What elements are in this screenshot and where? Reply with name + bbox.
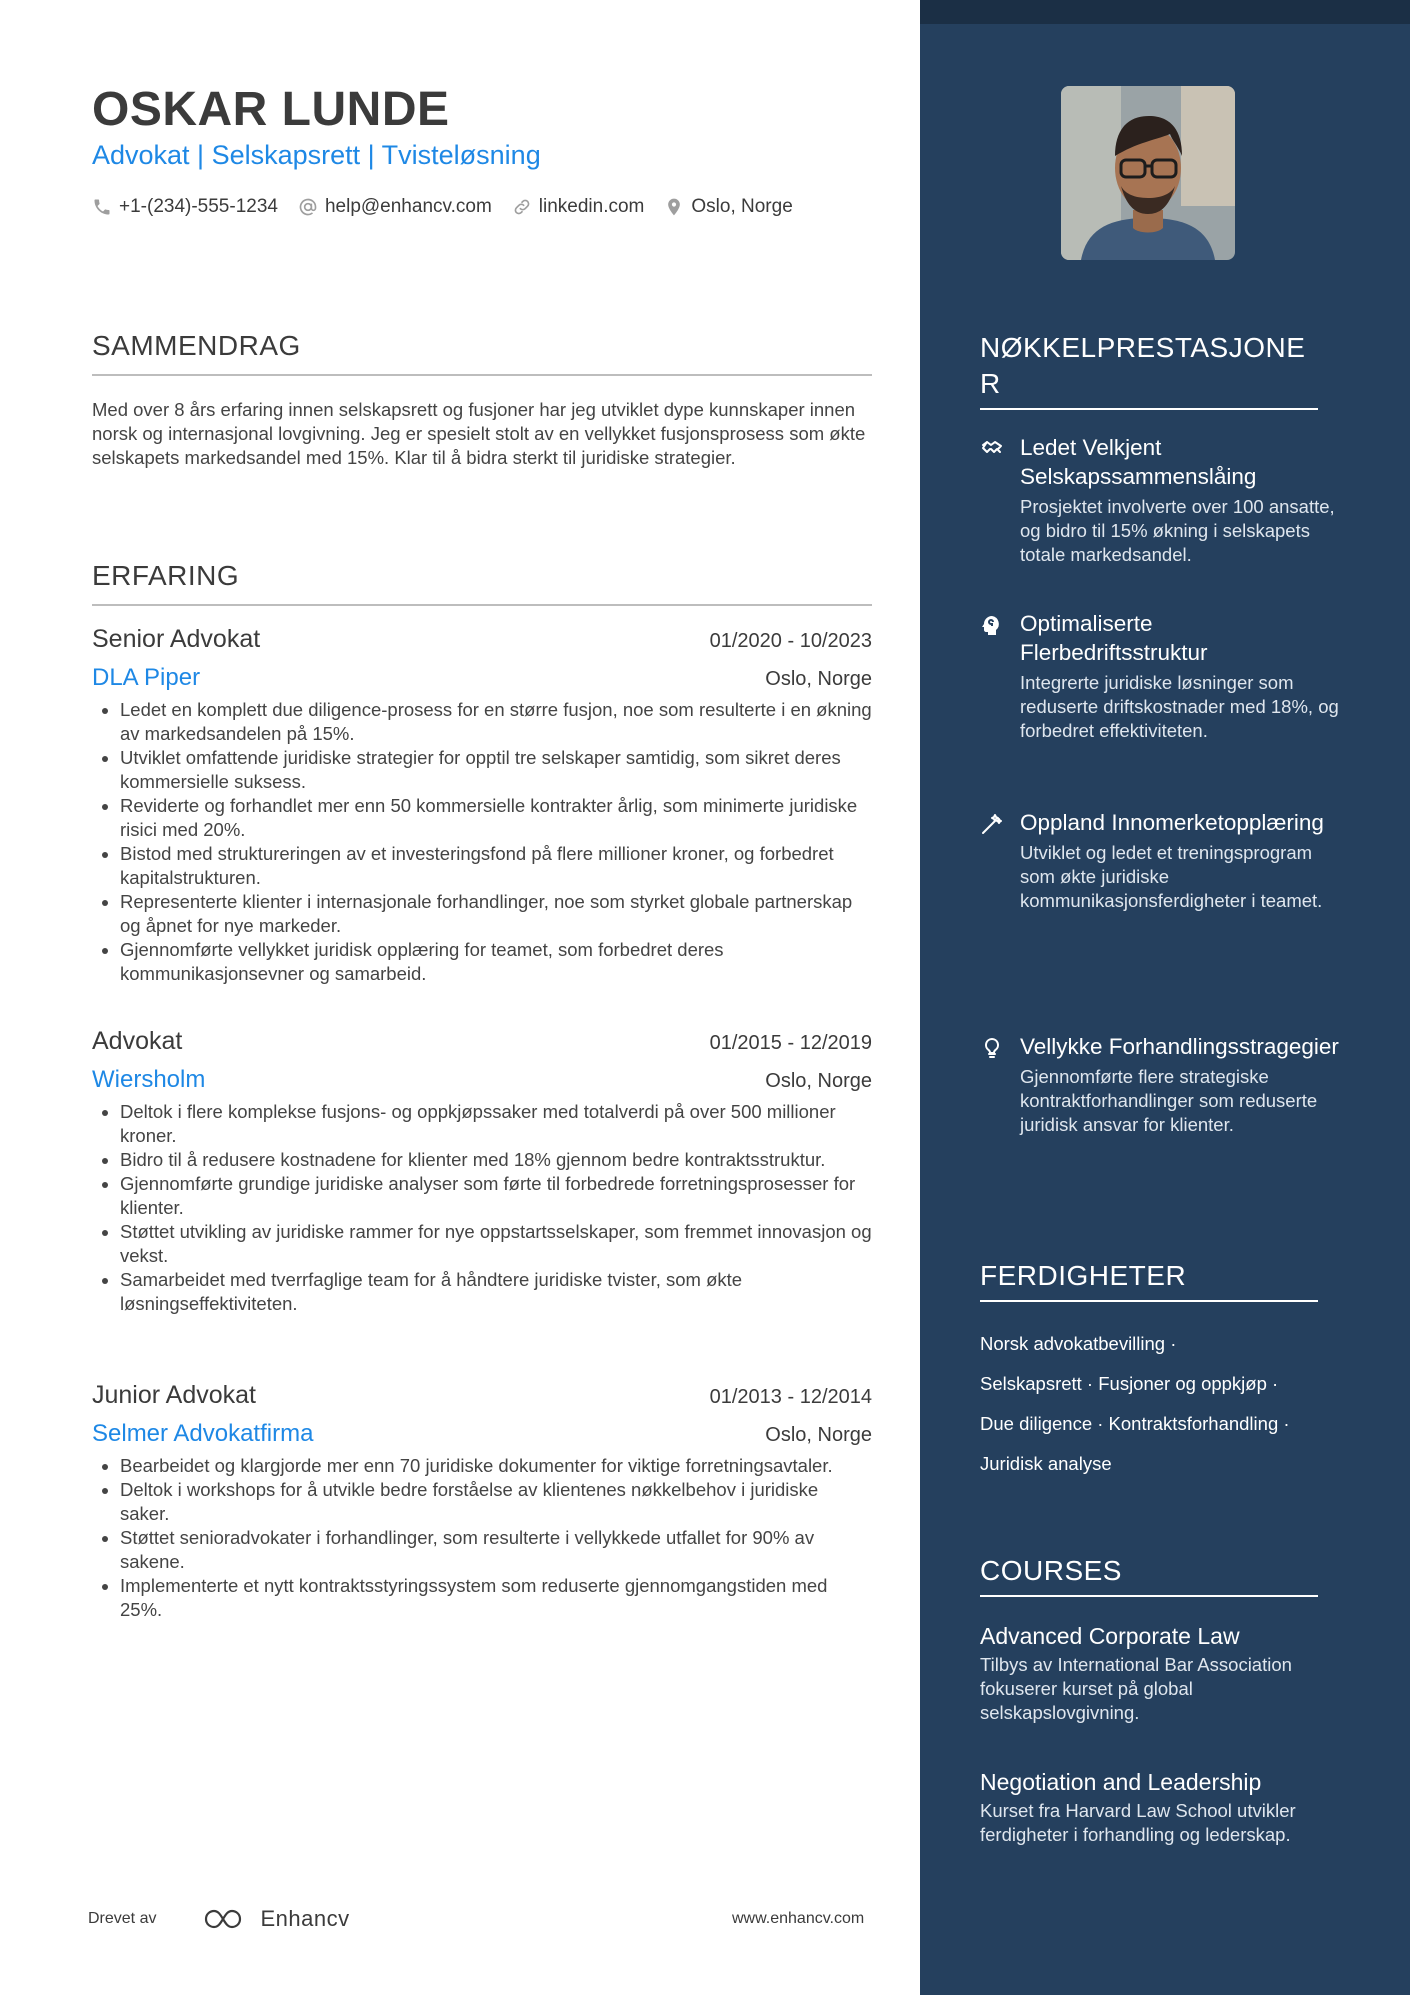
achievement-item xyxy=(980,609,1340,743)
contact-linkedin-text: linkedin.com xyxy=(538,196,645,217)
job-entry xyxy=(92,625,872,986)
skills-list xyxy=(980,1324,1340,1484)
job-bullet: • Implementerte et nytt kontraktsstyringssystem som reduserte gjennomgangstiden med 25%. xyxy=(120,1574,872,1622)
job-bullet: • Utviklet omfattende juridiske strategier for opptil tre selskaper samtidig, som sikret deres kommersielle suksess. xyxy=(120,746,872,794)
course-title: Advanced Corporate Law xyxy=(980,1623,1240,1649)
job-bullet: • Gjennomførte grundige juridiske analyser som førte til forbedrede forretningsprosesser for klienter. xyxy=(120,1172,872,1220)
job-dates: 01/2013 - 12/2014 xyxy=(709,1386,872,1408)
achievement-title: Optimaliserte Flerbedriftsstruktur xyxy=(1020,611,1208,665)
job-bullet: • Bistod med struktureringen av et investeringsfond på flere millioner kroner, og forbedret kapitalstrukturen. xyxy=(120,842,872,890)
contact-location-text: Oslo, Norge xyxy=(691,196,793,217)
contact-linkedin[interactable] xyxy=(512,196,645,218)
job-company: DLA Piper xyxy=(92,664,201,691)
job-bullet: • Samarbeidet med tverrfaglige team for å håndtere juridiske tvister, som økte løsningseffektiviteten. xyxy=(120,1268,872,1316)
course-item xyxy=(980,1621,1330,1725)
magic-wand-icon xyxy=(980,812,1004,836)
achievement-title: Oppland Innomerketopplæring xyxy=(1020,810,1324,835)
summary-heading: SAMMENDRAG xyxy=(92,330,872,376)
contact-location xyxy=(664,196,792,218)
job-company: Wiersholm xyxy=(92,1066,206,1093)
skill-line: Due diligence · Kontraktsforhandling · xyxy=(980,1413,1290,1434)
contact-bar xyxy=(92,196,793,218)
job-location: Oslo, Norge xyxy=(765,1424,872,1446)
handshake-icon xyxy=(980,437,1004,461)
achievement-desc: Integrerte juridiske løsninger som reduserte driftskostnader med 18%, og forbedret effektiviteten. xyxy=(1020,672,1339,741)
courses-heading: COURSES xyxy=(980,1553,1318,1597)
job-title: Senior Advokat xyxy=(92,625,261,653)
profile-photo xyxy=(1061,86,1235,260)
job-title: Junior Advokat xyxy=(92,1381,256,1409)
job-entry xyxy=(92,1381,872,1622)
candidate-name: OSKAR LUNDE xyxy=(92,83,450,136)
course-desc: Tilbys av International Bar Association fokuserer kurset på global selskapslovgivning. xyxy=(980,1654,1292,1723)
job-bullet: • Bidro til å redusere kostnadene for klienter med 18% gjennom bedre kontraktsstruktur. xyxy=(120,1148,872,1172)
course-item xyxy=(980,1767,1330,1847)
job-title: Advokat xyxy=(92,1027,183,1055)
at-icon xyxy=(298,197,318,217)
sidebar-top-bar xyxy=(920,0,1410,24)
contact-phone-text: +1-(234)-555-1234 xyxy=(119,196,278,217)
achievement-desc: Prosjektet involverte over 100 ansatte, og bidro til 15% økning i selskapets totale markedsandel. xyxy=(1020,496,1335,565)
job-entry xyxy=(92,1027,872,1316)
job-bullet: • Støttet utvikling av juridiske rammer for nye oppstartsselskaper, som fremmet innovasjon og vekst. xyxy=(120,1220,872,1268)
achievement-item xyxy=(980,808,1340,913)
link-icon xyxy=(512,197,532,217)
job-bullet: • Gjennomførte vellykket juridisk opplæring for teamet, som forbedret deres kommunikasjonsevner og samarbeid. xyxy=(120,938,872,986)
head-idea-icon xyxy=(980,613,1004,637)
job-bullet: • Representerte klienter i internasjonale forhandlinger, noe som styrket globale partnerskap og åpnet for nye markeder. xyxy=(120,890,872,938)
job-location: Oslo, Norge xyxy=(765,1070,872,1092)
achievement-item xyxy=(980,433,1340,567)
achievements-heading: NØKKELPRESTASJONER xyxy=(980,330,1318,410)
headline: Advokat | Selskapsrett | Tvisteløsning xyxy=(92,140,541,170)
enhancv-logo-icon xyxy=(202,1906,250,1932)
job-dates: 01/2020 - 10/2023 xyxy=(709,630,872,652)
contact-email-text: help@enhancv.com xyxy=(324,196,492,217)
achievement-desc: Gjennomførte flere strategiske kontraktforhandlinger som reduserte juridisk ansvar for klienter. xyxy=(1020,1066,1318,1135)
contact-email[interactable] xyxy=(298,196,492,218)
job-bullet: • Bearbeidet og klargjorde mer enn 70 juridiske dokumenter for viktige forretningsavtaler. xyxy=(120,1454,872,1478)
enhancv-logo[interactable] xyxy=(202,1906,349,1932)
job-bullet: • Støttet senioradvokater i forhandlinger, som resulterte i vellykkede utfallet for 90% av sakene. xyxy=(120,1526,872,1574)
job-dates: 01/2015 - 12/2019 xyxy=(709,1032,872,1054)
course-title: Negotiation and Leadership xyxy=(980,1769,1262,1795)
brand-name: Enhancv xyxy=(260,1906,350,1931)
location-pin-icon xyxy=(664,197,684,217)
footer-url[interactable]: www.enhancv.com xyxy=(732,1910,865,1927)
job-bullet: • Deltok i workshops for å utvikle bedre forståelse av klientenes nøkkelbehov i juridiske saker. xyxy=(120,1478,872,1526)
contact-phone[interactable] xyxy=(92,196,278,218)
job-bullet: • Ledet en komplett due diligence-prosess for en større fusjon, noe som resulterte i en økning av markedsandelen på 15%. xyxy=(120,698,872,746)
job-bullets xyxy=(92,1100,872,1316)
skill-line: Juridisk analyse xyxy=(980,1453,1112,1474)
skill-line: Norsk advokatbevilling · xyxy=(980,1333,1177,1354)
portrait-image xyxy=(1061,86,1235,260)
powered-by-label: Drevet av xyxy=(88,1910,157,1927)
phone-icon xyxy=(92,197,112,217)
skill-line: Selskapsrett · Fusjoner og oppkjøp · xyxy=(980,1373,1279,1394)
lightbulb-icon xyxy=(980,1036,1004,1060)
job-bullet: • Reviderte og forhandlet mer enn 50 kommersielle kontrakter årlig, som minimerte juridiske risici med 20%. xyxy=(120,794,872,842)
achievement-title: Ledet Velkjent Selskapssammenslåing xyxy=(1020,435,1257,489)
job-bullet: • Deltok i flere komplekse fusjons- og oppkjøpssaker med totalverdi på over 500 millioner kroner. xyxy=(120,1100,872,1148)
experience-heading: ERFARING xyxy=(92,560,872,606)
achievement-desc: Utviklet og ledet et treningsprogram som økte juridiske kommunikasjonsferdigheter i teamet. xyxy=(1020,842,1323,911)
job-company: Selmer Advokatfirma xyxy=(92,1420,314,1447)
job-bullets xyxy=(92,698,872,986)
skills-heading: FERDIGHETER xyxy=(980,1258,1318,1302)
job-location: Oslo, Norge xyxy=(765,668,872,690)
course-desc: Kurset fra Harvard Law School utvikler ferdigheter i forhandling og lederskap. xyxy=(980,1800,1296,1845)
job-bullets xyxy=(92,1454,872,1622)
achievement-item xyxy=(980,1032,1340,1137)
summary-text: Med over 8 års erfaring innen selskapsrett og fusjoner har jeg utviklet dype kunnskaper innen norsk og internasjonal lovgivning. Jeg er spesielt stolt av en vellykket fusjonsprosess som økte selskapets markedsandel med 15%. Klar til å bidra sterkt til juridiske strategier. xyxy=(92,399,866,468)
sidebar xyxy=(920,0,1410,1995)
achievement-title: Vellykke Forhandlingsstragegier xyxy=(1020,1034,1339,1059)
footer-branding xyxy=(88,1906,350,1932)
